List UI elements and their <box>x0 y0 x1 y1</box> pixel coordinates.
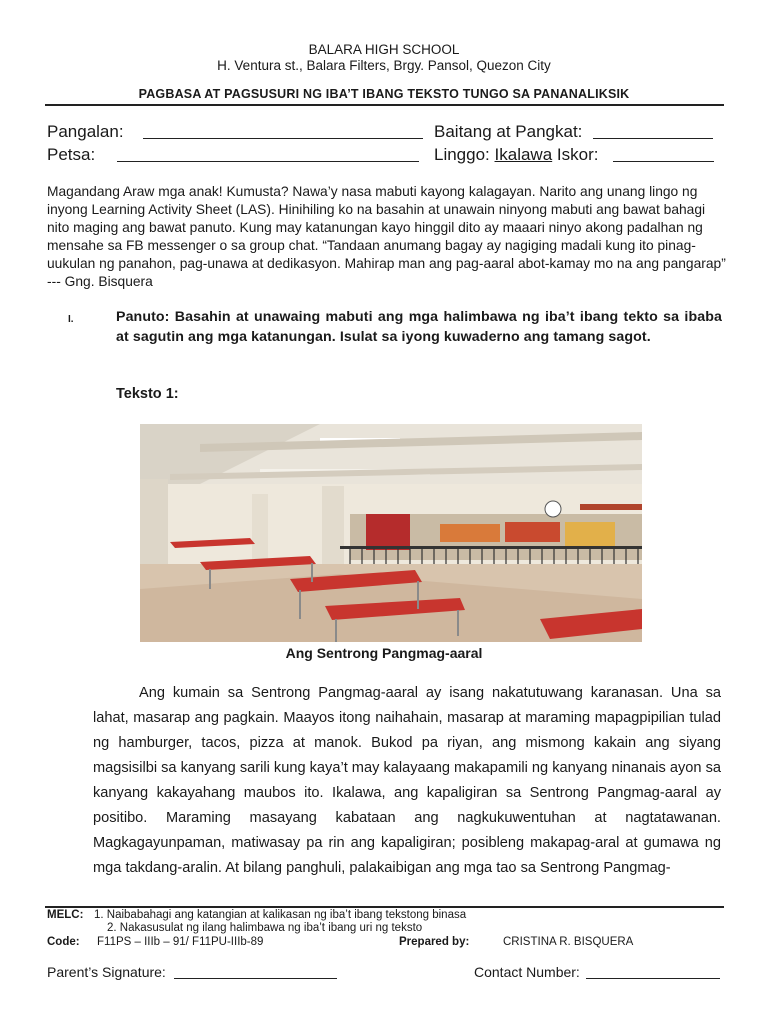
code-value: F11PS – IIIb – 91/ F11PU-IIIb-89 <box>97 936 264 948</box>
week-label: Linggo: <box>434 145 490 164</box>
melc-item-2: 2. Nakasusulat ng ilang halimbawa ng iba’t ibang uri ng teksto <box>107 922 423 934</box>
contact-number-label: Contact Number: <box>474 964 580 980</box>
footer-divider <box>45 906 724 908</box>
parent-signature-line[interactable] <box>174 965 337 979</box>
grade-field[interactable] <box>434 122 582 142</box>
date-field[interactable] <box>47 145 95 165</box>
parent-signature-label: Parent’s Signature: <box>47 964 166 980</box>
prepared-by-value: CRISTINA R. BISQUERA <box>503 936 634 948</box>
cafeteria-photo <box>140 424 642 642</box>
parent-signature-field[interactable] <box>47 964 166 980</box>
subject-title: PAGBASA AT PAGSUSURI NG IBA’T IBANG TEKSTO TUNGO SA PANANALIKSIK <box>138 87 630 101</box>
score-line[interactable] <box>613 147 714 162</box>
name-field[interactable] <box>47 122 124 142</box>
contact-number-field[interactable] <box>474 964 580 980</box>
grade-line[interactable] <box>593 124 713 139</box>
name-label: Pangalan: <box>47 122 124 141</box>
melc-item-1: 1. Naibabahagi ang katangian at kalikasan ng iba’t ibang tekstong binasa <box>94 909 467 921</box>
school-address: H. Ventura st., Balara Filters, Brgy. Pansol, Quezon City <box>217 58 551 73</box>
grade-label: Baitang at Pangkat: <box>434 122 583 141</box>
score-label: Iskor: <box>556 145 599 164</box>
date-line[interactable] <box>117 147 419 162</box>
week-value: Ikalawa <box>494 145 553 164</box>
instructions-text: Panuto: Basahin at unawaing mabuti ang mga halimbawa ng iba’t ibang tekto sa ibaba at sagutin ang mga katanungan. Isulat sa iyong kuwaderno ang tamang sagot. <box>116 309 722 345</box>
text1-heading: Teksto 1: <box>116 386 179 402</box>
melc-label: MELC: <box>47 909 84 921</box>
week-score-field[interactable] <box>434 145 598 165</box>
section-number: I. <box>68 314 74 325</box>
contact-number-line[interactable] <box>586 965 720 979</box>
code-label: Code: <box>47 936 80 948</box>
intro-paragraph: Magandang Araw mga anak! Kumusta? Nawa’y nasa mabuti kayong kalagayan. Narito ang unang lingo ng inyong Learning Activity Sheet (LAS). Hinihiling ko na basahin at unawain ninyong mabuti ang bawat bahagi nito maging ang bawat panuto. Kung may katanungan kayo hinggil dito ay maaari ninyo akong padalhan ng mensahe sa FB messenger o sa group chat. “Tandaan anumang bagay ay nagiging madali kung ito pinag-uukulan ng panahon, pag-unawa at dedikasyon. Mahirap man ang pag-aaral abot-kamay mo na ang pangarap” --- Gng. Bisquera <box>47 184 726 289</box>
date-label: Petsa: <box>47 145 96 164</box>
photo-caption: Ang Sentrong Pangmag-aaral <box>285 645 483 661</box>
text1-paragraph: Ang kumain sa Sentrong Pangmag-aaral ay isang nakatutuwang karanasan. Una sa lahat, masarap ang pagkain. Maayos itong naihahain, masarap at maraming mapagpipilian tulad ng hamburger, tacos, pizza at manok. Bukod pa riyan, ang mismong kakain ang siyang magsisilbi sa kanyang sarili kung kaya’t may kalayaang makapamili ng kanyang ninanais ayon sa kanyang kakayahang maubos ito. Ikalawa, ang kapaligiran sa Sentrong Pangmag-aaral ay positibo. Maraming masayang kabataan ang nagkukuwentuhan at nagtatawanan. Magkagayunpaman, matiwasay pa rin ang kapaligiran; posibleng makapag-aral at gumawa ng mga takdang-aralin. At bilang panghuli, palakaibigan ang mga tao sa Sentrong Pangmag- <box>93 685 721 876</box>
name-line[interactable] <box>143 124 423 139</box>
header-divider <box>45 104 724 106</box>
school-name: BALARA HIGH SCHOOL <box>308 42 460 57</box>
prepared-by-label: Prepared by: <box>399 936 470 948</box>
